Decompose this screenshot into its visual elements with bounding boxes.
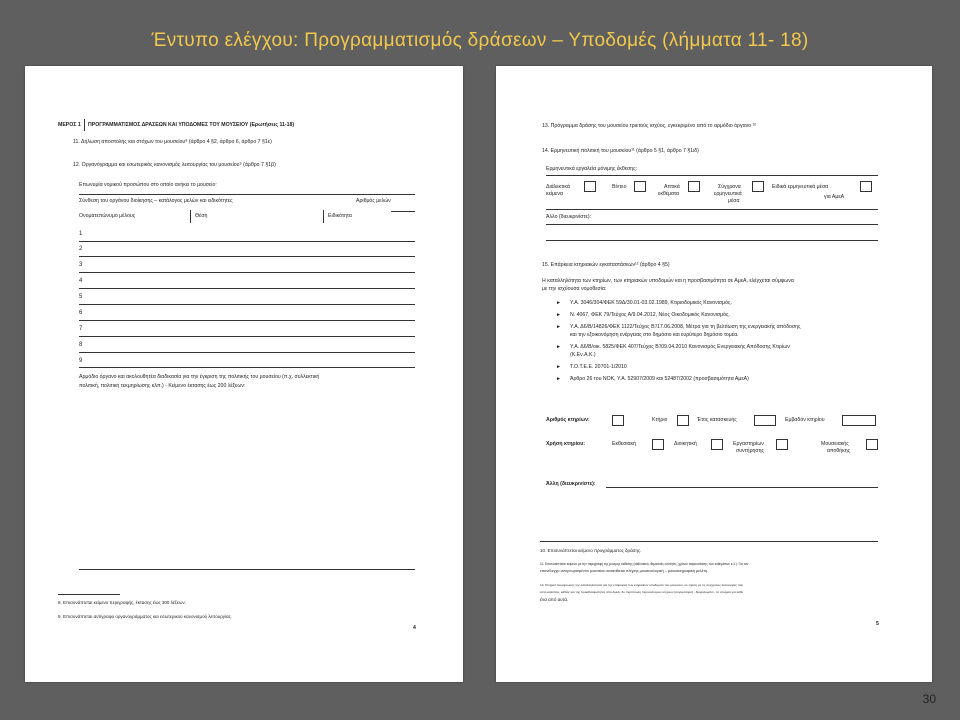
buildings-count-box[interactable] (612, 415, 624, 426)
question-12: 12. Οργανόγραμμα και εσωτερικός κανονισμός λειτουργίας του μουσείου⁹ (άρθρο 7 §1β) (73, 162, 276, 168)
page-number: 5 (876, 621, 879, 627)
members-count-line[interactable] (391, 211, 415, 212)
question-15: 15. Επάρκεια κτηριακών εγκαταστάσεων¹² (άρθρο 4 §5) (542, 262, 670, 268)
other-use-label: Άλλη (διευκρινίστε): (546, 481, 596, 487)
building-box[interactable] (677, 415, 689, 426)
law-item-cont: (Κ.Εν.Α.Κ.) (570, 352, 596, 358)
table-row[interactable] (79, 367, 415, 368)
question-13: 13. Πρόγραμμα δράσης του μουσείου τριετούς ισχύος, εγκεκριμένο από το αρμόδιο όργανο ¹⁰ (542, 123, 757, 129)
bullet-icon: ► (556, 376, 561, 382)
table-row[interactable] (79, 272, 415, 273)
section-part-label: ΜΕΡΟΣ 1 (58, 122, 81, 128)
tools-bottom-line (546, 209, 878, 210)
row-number: 9 (79, 358, 83, 364)
use-exhibition-checkbox[interactable] (652, 439, 664, 450)
law-item: Άρθρο 26 του ΝΟΚ, Υ.Α. 52907/2009 και 52487/2002 (προσβασιμότητα ΑμεΑ) (570, 376, 749, 382)
col-position-header: Θέση (195, 213, 208, 219)
other-tools-line-2[interactable] (546, 240, 878, 241)
footnote-11-cont: επανέλεγχο αναγνωρισμένου μουσείου κατατίθεται πλήρης μουσειολογική – μουσειογραφική μελέτη. (540, 569, 709, 573)
year-built-label: Έτος κατασκευής (697, 417, 737, 423)
use-labs-checkbox[interactable] (776, 439, 788, 450)
tool-modern-label-3: μέσα (728, 198, 740, 204)
col-name-header: Ονοματεπώνυμο μέλους (79, 213, 136, 219)
slide-title: Έντυπο ελέγχου: Προγραμματισμός δράσεων – Υποδομές (λήμματα 11- 18) (151, 30, 809, 51)
law-item: Τ.Ο.Τ.Ε.Ε. 20701-1/2010 (570, 364, 627, 370)
col-divider-1 (190, 210, 191, 223)
question-11: 11. Δήλωση αποστολής και στόχων του μουσείου⁸ (άρθρο 4 §2, άρθρο 6, άρθρο 7 §1ε) (73, 139, 272, 145)
tool-modern-label-2: ερμηνευτικά (714, 191, 742, 197)
tool-dialectic-label: Διάλεκτικά (546, 184, 570, 190)
tool-tactile-checkbox[interactable] (688, 181, 700, 192)
bullet-icon: ► (556, 300, 561, 306)
area-label: Εμβαδόν κτηρίου (785, 417, 825, 423)
law-item: Ν. 4067, ΦΕΚ 79/Τεύχος Α/9.04.2012, Νέος Οικοδομικός Κανονισμός. (570, 312, 730, 318)
document-page-right (496, 66, 932, 682)
slide-number: 30 (922, 692, 936, 706)
use-storage-label-2: αποθήκης (827, 448, 851, 454)
section-title: ΠΡΟΓΡΑΜΜΑΤΙΣΜΟΣ ΔΡΑΣΕΩΝ ΚΑΙ ΥΠΟΔΟΜΕΣ ΤΟΥ ΜΟΥΣΕΙΟΥ (Ερωτήσεις 11-18) (88, 122, 295, 128)
other-tools-line-1[interactable] (546, 224, 878, 225)
tool-modern-checkbox[interactable] (752, 181, 764, 192)
legal-entity-label: Επωνυμία νομικού προσώπου στο οποίο ανήκει το μουσείο: (79, 182, 217, 188)
building-use-label: Χρήση κτηρίου: (546, 441, 585, 447)
law-item: Υ.Α. Δ6/Β/οικ. 5825/ΦΕΚ 407/Τεύχος Β'/09.04.2010 Κανονισμός Ενεργειακής Απόδοσης Κτιρίων (570, 344, 790, 350)
tool-special-label-2: για ΑμεΑ (824, 194, 845, 200)
header-divider (84, 119, 85, 131)
footnote-separator (540, 541, 878, 542)
footnote-10: 10. Επισυνάπτεται κείμενο προγράμματος δράσης. (540, 548, 642, 553)
board-composition-label: Σύνθεση του οργάνου διοίκησης – κατάλογος μελών και ειδικότητες (79, 198, 233, 204)
footnote-12-cont: αυτό καλύπτει, καθώς και της προσβασιμότητας από ΑμεΑ. Σε περίπτωση περισσότερων κτηρίων (συγκρότημα) - διαγράμματα - τα στοιχεία για κάθε (540, 590, 744, 594)
table-row[interactable] (79, 304, 415, 305)
row-number: 5 (79, 294, 83, 300)
row-number: 6 (79, 310, 83, 316)
footnote-separator (58, 594, 120, 595)
other-tools-label: Άλλο (διευκρινίστε): (546, 214, 591, 220)
table-row[interactable] (79, 288, 415, 289)
footnote-8: 8. Επισυνάπτεται κείμενο περιγραφής, έκτασης έως 300 λέξεων. (58, 600, 186, 605)
law-item: Υ.Α. 3046/304/ΦΕΚ 59Δ/30.01-03.02.1989, Κτιριοδομικός Κανονισμός. (570, 300, 732, 306)
bullet-icon: ► (556, 344, 561, 350)
tool-special-checkbox[interactable] (860, 181, 872, 192)
policy-text-line2: πολιτική, πολιτική τεκμηρίωσης κλπ.) - Κείμενο έκτασης έως 200 λέξεων: (79, 383, 246, 389)
question-14: 14. Ερμηνευτική πολιτική του μουσείου¹¹ (άρθρο 5 §1, άρθρο 7 §1ιδ) (542, 148, 699, 154)
policy-text-line1: Αρμόδιο όργανο και ακολουθητέα διαδικασία για την έγκριση της πολιτικής του μουσείου (π.χ. συλλεκτική (79, 374, 320, 380)
footnote-12-cont2: ένα από αυτά. (540, 597, 569, 602)
document-page-left (25, 66, 463, 682)
row-number: 4 (79, 278, 83, 284)
table-row[interactable] (79, 352, 415, 353)
tool-special-label: Ειδικά ερμηνευτικά μέσα (772, 184, 829, 190)
use-exhibition-label: Εκθεσιακή (612, 441, 637, 447)
table-row[interactable] (79, 336, 415, 337)
footnote-12: 12. Στοιχεία τεκμηρίωσης της καταλληλότητας και της επάρκειας των κτηριακών υποδομών του μουσείου, σε σχέση με τις σύγχρονες λειτουργίες που (540, 583, 744, 587)
footnote-11: 11. Επισυνάπτεται κείμενο με την περιγραφή της μόνιμης έκθεσης (εκθεσιακό, θεματικές ενότητες, χρόνοι παρουσίασης των εκθεμάτων κ.λ.). Για τον (540, 562, 749, 566)
table-row[interactable] (79, 256, 415, 257)
col-divider-2 (323, 210, 324, 223)
use-labs-label: Εργαστηρίων (733, 441, 764, 447)
q15-text-line2: με την ισχύουσα νομοθεσία: (542, 286, 607, 292)
row-number: 8 (79, 342, 83, 348)
bullet-icon: ► (556, 312, 561, 318)
q15-text-line1: Η καταλληλότητα των κτηρίων, των κτηριακών υποδομών και η προσβασιμότητα σε ΑμεΑ, ελέγχεται σύμφωνα (542, 278, 794, 284)
legal-entity-line[interactable] (79, 194, 415, 195)
tool-dialectic-label-2: κείμενα (546, 191, 563, 197)
other-use-line[interactable] (606, 487, 878, 488)
law-item: Υ.Α. Δ6/Β/14826/ΦΕΚ 1122/Τεύχος Β'/17.06.2008, Μέτρα για τη βελτίωση της ενεργειακής απόδοσης (570, 324, 801, 330)
buildings-count-label: Αριθμός κτηρίων: (546, 417, 590, 423)
tool-tactile-label-2: εκθέματα (658, 191, 680, 197)
interpretive-tools-label: Ερμηνευτικά εργαλεία μόνιμης έκθεσης: (546, 166, 638, 172)
tool-dialectic-checkbox[interactable] (584, 181, 596, 192)
building-label: Κτήριο (652, 417, 668, 423)
col-specialty-header: Ειδικότητα (328, 213, 352, 219)
tool-modern-label: Σύγχρονα (718, 184, 741, 190)
tool-video-checkbox[interactable] (634, 181, 646, 192)
members-count-label: Αριθμός μελών (356, 198, 391, 204)
policy-answer-line[interactable] (79, 569, 415, 570)
tools-top-line (546, 175, 878, 176)
tool-tactile-label: Απτικά (664, 184, 680, 190)
use-storage-checkbox[interactable] (866, 439, 878, 450)
table-row[interactable] (79, 241, 415, 242)
row-number: 3 (79, 262, 83, 268)
bullet-icon: ► (556, 364, 561, 370)
law-item-cont: και την εξοικονόμηση ενέργειας στο δημόσιο και ευρύτερο δημόσιο τομέα. (570, 332, 739, 338)
tool-video-label: Βίντεο (612, 184, 627, 190)
row-number: 1 (79, 231, 83, 237)
use-admin-checkbox[interactable] (711, 439, 723, 450)
year-built-box[interactable] (754, 415, 776, 426)
area-box[interactable] (842, 415, 876, 426)
page-number: 4 (413, 625, 416, 631)
use-storage-label: Μουσειακής (821, 441, 849, 447)
table-row[interactable] (79, 320, 415, 321)
use-admin-label: Διοικητική (674, 441, 697, 447)
footnote-9: 9. Επισυνάπτεται αντίγραφο οργανογράμματος και εσωτερικού κανονισμού λειτουργίας. (58, 614, 233, 619)
row-number: 2 (79, 246, 83, 252)
bullet-icon: ► (556, 324, 561, 330)
row-number: 7 (79, 326, 83, 332)
use-labs-label-2: συντήρησης (736, 448, 764, 454)
